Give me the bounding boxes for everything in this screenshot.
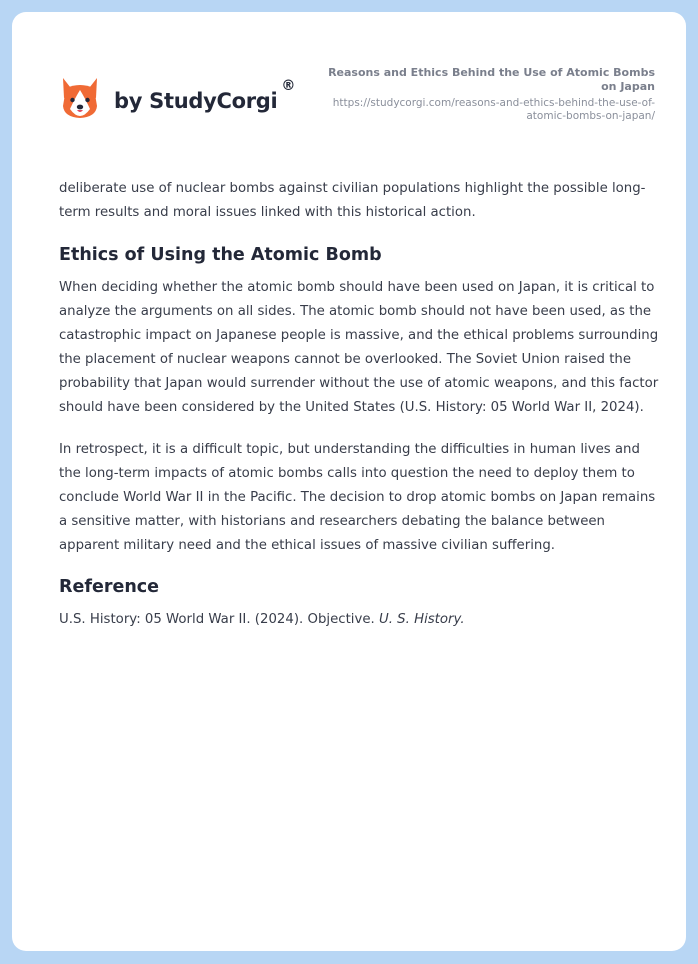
reference-entry: [59, 608, 659, 632]
intro-paragraph: deliberate use of nuclear bombs against civilian populations highlight the possible long-term results and moral issues linked with this historical action.: [59, 181, 646, 220]
brand-name: by StudyCorgi: [114, 89, 278, 113]
document-header-info: [315, 66, 655, 123]
ethics-paragraph-2: In retrospect, it is a difficult topic, but understanding the difficulties in human lives and the long-term impacts of atomic bombs calls into question the need to deploy them to conclude World War II in the Pacific. The decision to drop atomic bombs on Japan remains a sensitive matter, with historians and researchers debating the balance between apparent military need and the ethical issues of massive civilian suffering.: [59, 442, 656, 553]
document-page: [12, 12, 686, 951]
reference-text: U.S. History: 05 World War II. (2024). Objective.: [59, 612, 379, 627]
ethics-heading: Ethics of Using the Atomic Bomb: [59, 245, 382, 265]
document-body: [59, 177, 659, 632]
document-title: Reasons and Ethics Behind the Use of Atomic Bombs on Japan: [328, 66, 655, 93]
ethics-paragraph-1: When deciding whether the atomic bomb should have been used on Japan, it is critical to analyze the arguments on all sides. The atomic bomb should not have been used, as the catastrophic impact on Japanese people is massive, and the ethical problems surrounding the placement of nuclear weapons cannot be overlooked. The Soviet Union raised the probability that Japan would surrender without the use of atomic weapons, and this factor should have been considered by the United States (U.S. History: 05 World War II, 2024).: [59, 280, 659, 415]
studycorgi-logo[interactable]: [60, 76, 295, 120]
corgi-icon: [60, 76, 100, 120]
registered-mark: ®: [281, 78, 296, 94]
reference-heading: Reference: [59, 577, 160, 597]
reference-source: U. S. History.: [378, 612, 465, 627]
document-url[interactable]: https://studycorgi.com/reasons-and-ethics-behind-the-use-of-atomic-bombs-on-japan/: [332, 97, 655, 122]
